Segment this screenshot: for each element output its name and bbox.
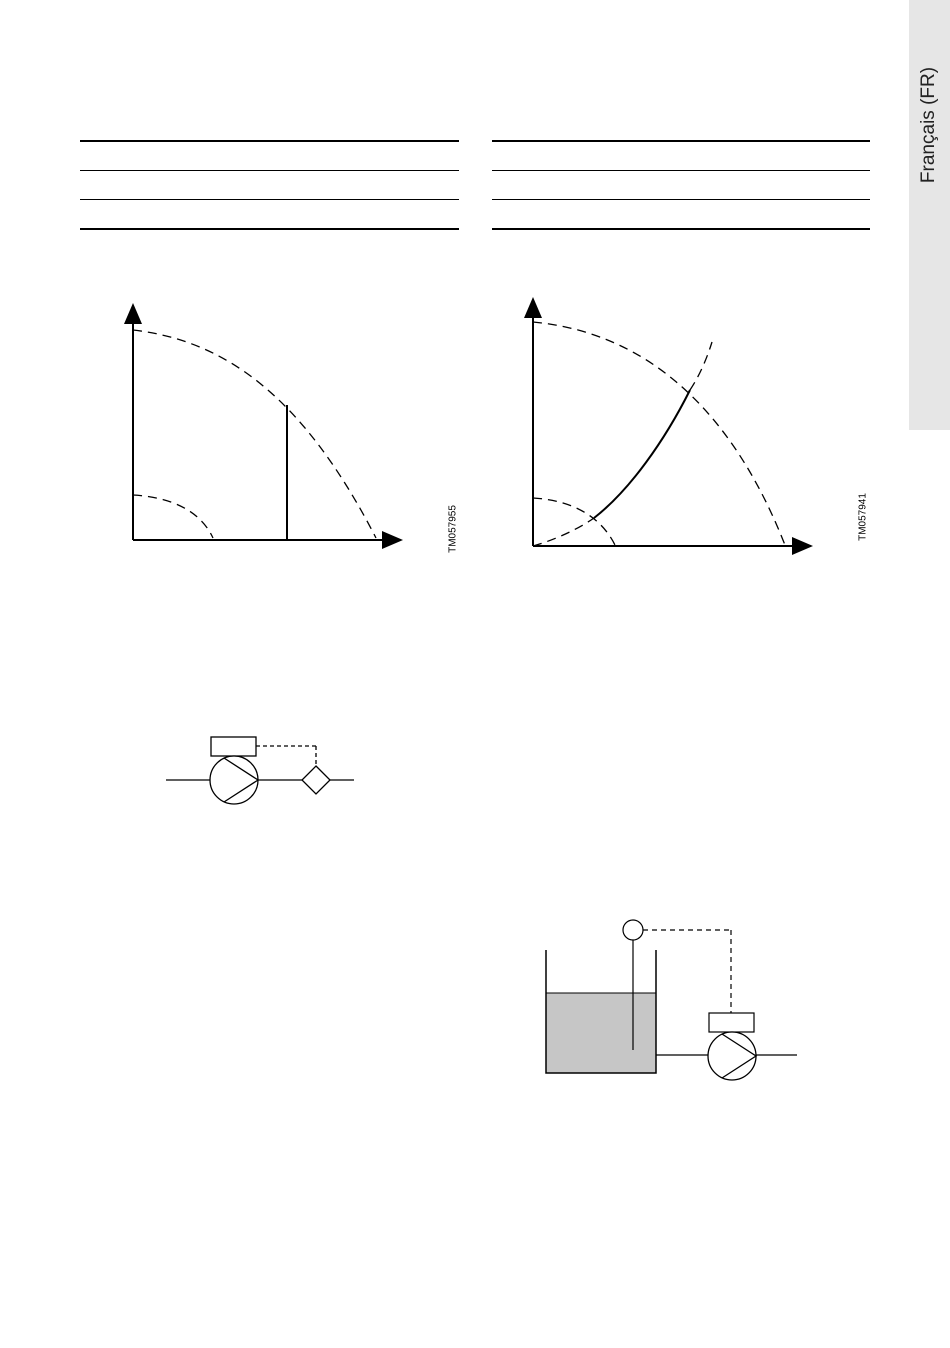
y-axis-arrow-icon bbox=[524, 297, 542, 318]
constant-flow-curve-figure bbox=[110, 295, 410, 555]
right-table bbox=[492, 140, 870, 232]
min-curve bbox=[533, 498, 615, 545]
control-curve bbox=[594, 390, 690, 518]
table-bottom-rule bbox=[80, 228, 459, 230]
min-curve bbox=[133, 495, 213, 538]
flow-sensor-icon bbox=[302, 766, 330, 794]
proportional-curve-figure bbox=[510, 295, 820, 560]
figure-code-left: TM057955 bbox=[447, 505, 459, 553]
pump-icon bbox=[708, 1032, 756, 1080]
left-table bbox=[80, 140, 459, 232]
language-tab-label: Français (FR) bbox=[918, 66, 939, 184]
pump-flow-sensor-diagram bbox=[160, 730, 360, 810]
controller-box-icon bbox=[709, 1013, 754, 1032]
controller-box-icon bbox=[211, 737, 256, 756]
table-row-rule bbox=[492, 170, 870, 171]
system-curve-dashed bbox=[533, 518, 594, 546]
x-axis-arrow-icon bbox=[382, 531, 403, 549]
x-axis-arrow-icon bbox=[792, 537, 813, 555]
table-bottom-rule bbox=[492, 228, 870, 230]
table-row-rule bbox=[80, 170, 459, 171]
tank-liquid bbox=[546, 993, 656, 1073]
table-row-rule bbox=[492, 199, 870, 200]
figure-code-right: TM057941 bbox=[857, 493, 869, 541]
system-curve-dashed bbox=[690, 342, 712, 390]
language-tab bbox=[909, 0, 950, 430]
tank-level-pump-diagram bbox=[540, 915, 805, 1085]
max-curve bbox=[533, 322, 785, 545]
table-top-rule bbox=[80, 140, 459, 142]
table-top-rule bbox=[492, 140, 870, 142]
y-axis-arrow-icon bbox=[124, 303, 142, 324]
table-row-rule bbox=[80, 199, 459, 200]
max-curve bbox=[133, 330, 376, 538]
level-sensor-icon bbox=[623, 920, 643, 940]
pump-icon bbox=[210, 756, 258, 804]
